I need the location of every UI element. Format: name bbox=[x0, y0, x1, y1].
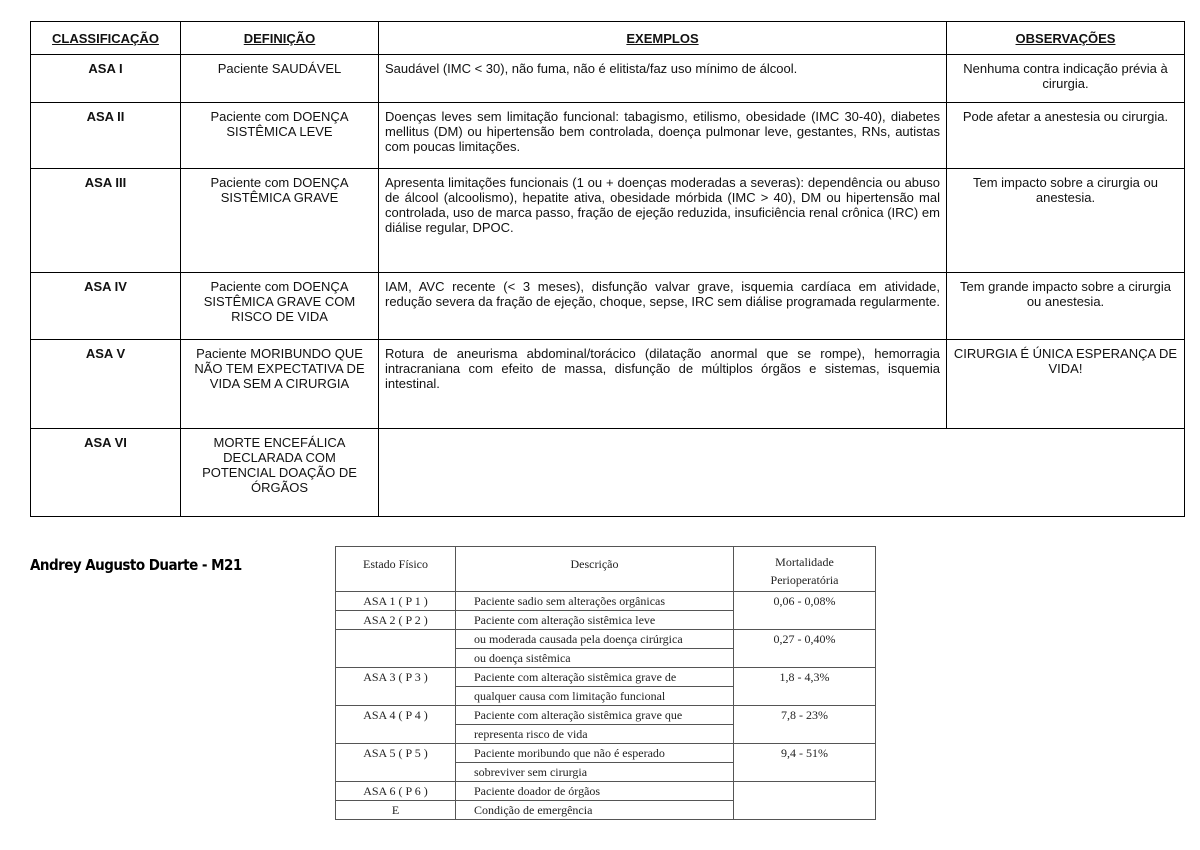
asa-mortality-table bbox=[335, 546, 876, 820]
descricao-cell: sobreviver sem cirurgia bbox=[456, 763, 734, 782]
asa-table-header-row bbox=[336, 547, 876, 592]
descricao-cell: Paciente moribundo que não é esperado bbox=[456, 744, 734, 763]
table-row bbox=[336, 687, 876, 706]
observacoes-cell: Tem grande impacto sobre a cirurgia ou anestesia. bbox=[947, 273, 1185, 340]
table-row bbox=[31, 273, 1185, 340]
table-row bbox=[336, 649, 876, 668]
descricao-cell: ou moderada causada pela doença cirúrgica bbox=[456, 630, 734, 649]
table-row bbox=[336, 630, 876, 649]
table-row bbox=[31, 429, 1185, 517]
estado-cell: ASA 4 ( P 4 ) bbox=[336, 706, 456, 725]
mortalidade-cell bbox=[734, 725, 876, 744]
author-label: Andrey Augusto Duarte - M21 bbox=[30, 556, 242, 574]
definicao-cell: Paciente com DOENÇA SISTÊMICA GRAVE bbox=[181, 169, 379, 273]
table-header-row bbox=[31, 22, 1185, 55]
table-row bbox=[336, 706, 876, 725]
header-classificacao: CLASSIFICAÇÃO bbox=[31, 22, 181, 55]
table-row bbox=[336, 668, 876, 687]
asa-classification-table bbox=[30, 21, 1185, 517]
classificacao-cell: ASA VI bbox=[31, 429, 181, 517]
definicao-cell: Paciente SAUDÁVEL bbox=[181, 55, 379, 103]
estado-cell: ASA 3 ( P 3 ) bbox=[336, 668, 456, 687]
estado-cell bbox=[336, 649, 456, 668]
estado-cell: ASA 5 ( P 5 ) bbox=[336, 744, 456, 763]
table-row bbox=[336, 782, 876, 801]
exemplos-cell: Saudável (IMC < 30), não fuma, não é elitista/faz uso mínimo de álcool. bbox=[379, 55, 947, 103]
observacoes-cell: Tem impacto sobre a cirurgia ou anestesia. bbox=[947, 169, 1185, 273]
estado-cell: ASA 1 ( P 1 ) bbox=[336, 592, 456, 611]
estado-cell: ASA 6 ( P 6 ) bbox=[336, 782, 456, 801]
definicao-cell: MORTE ENCEFÁLICA DECLARADA COM POTENCIAL DOAÇÃO DE ÓRGÃOS bbox=[181, 429, 379, 517]
header-mortalidade bbox=[734, 547, 876, 592]
estado-cell bbox=[336, 687, 456, 706]
descricao-cell: Paciente sadio sem alterações orgânicas bbox=[456, 592, 734, 611]
table-row bbox=[336, 744, 876, 763]
definicao-cell: Paciente MORIBUNDO QUE NÃO TEM EXPECTATIVA DE VIDA SEM A CIRURGIA bbox=[181, 340, 379, 429]
table-row bbox=[336, 592, 876, 611]
header-definicao: DEFINIÇÃO bbox=[181, 22, 379, 55]
observacoes-cell: Nenhuma contra indicação prévia à cirurgia. bbox=[947, 55, 1185, 103]
classificacao-cell: ASA II bbox=[31, 103, 181, 169]
classificacao-cell: ASA III bbox=[31, 169, 181, 273]
definicao-cell: Paciente com DOENÇA SISTÊMICA GRAVE COM RISCO DE VIDA bbox=[181, 273, 379, 340]
header-exemplos: EXEMPLOS bbox=[379, 22, 947, 55]
estado-cell bbox=[336, 630, 456, 649]
descricao-cell: Paciente com alteração sistêmica grave que bbox=[456, 706, 734, 725]
descricao-cell: Paciente doador de órgãos bbox=[456, 782, 734, 801]
table-row bbox=[336, 763, 876, 782]
mortalidade-cell: 9,4 - 51% bbox=[734, 744, 876, 763]
estado-cell bbox=[336, 763, 456, 782]
exemplos-cell: Doenças leves sem limitação funcional: tabagismo, etilismo, obesidade (IMC 30-40), diabetes mellitus (DM) ou hipertensão bem controlada, doença pulmonar leve, gestantes, RNs, autistas com poucas limitações. bbox=[379, 103, 947, 169]
table-row bbox=[336, 801, 876, 820]
mortalidade-cell bbox=[734, 611, 876, 630]
mortalidade-cell: 1,8 - 4,3% bbox=[734, 668, 876, 687]
header-estado-fisico: Estado Físico bbox=[336, 547, 456, 592]
mortalidade-cell: 0,06 - 0,08% bbox=[734, 592, 876, 611]
table-row bbox=[336, 611, 876, 630]
exemplos-cell: IAM, AVC recente (< 3 meses), disfunção valvar grave, isquemia cardíaca em atividade, redução severa da fração de ejeção, choque, sepse, IRC sem diálise programada regularmente. bbox=[379, 273, 947, 340]
mortalidade-cell: 0,27 - 0,40% bbox=[734, 630, 876, 649]
classificacao-cell: ASA I bbox=[31, 55, 181, 103]
header-descricao: Descrição bbox=[456, 547, 734, 592]
descricao-cell: ou doença sistêmica bbox=[456, 649, 734, 668]
estado-cell: ASA 2 ( P 2 ) bbox=[336, 611, 456, 630]
mortalidade-cell bbox=[734, 801, 876, 820]
table-row bbox=[31, 103, 1185, 169]
descricao-cell: Condição de emergência bbox=[456, 801, 734, 820]
exemplos-cell: Rotura de aneurisma abdominal/torácico (dilatação anormal que se rompe), hemorragia intracraniana com efeito de massa, disfunção de múltiplos órgãos e sistemas, isquemia intestinal. bbox=[379, 340, 947, 429]
table-row bbox=[31, 55, 1185, 103]
table-row bbox=[31, 340, 1185, 429]
exemplos-cell bbox=[379, 429, 1185, 517]
header-mortalidade-line1: Mortalidade bbox=[775, 555, 834, 569]
header-mortalidade-line2: Perioperatória bbox=[770, 573, 839, 587]
descricao-cell: qualquer causa com limitação funcional bbox=[456, 687, 734, 706]
estado-cell: E bbox=[336, 801, 456, 820]
header-observacoes: OBSERVAÇÕES bbox=[947, 22, 1185, 55]
descricao-cell: representa risco de vida bbox=[456, 725, 734, 744]
table-row bbox=[31, 169, 1185, 273]
mortalidade-cell: 7,8 - 23% bbox=[734, 706, 876, 725]
descricao-cell: Paciente com alteração sistêmica grave de bbox=[456, 668, 734, 687]
exemplos-cell: Apresenta limitações funcionais (1 ou + doenças moderadas a severas): dependência ou abuso de álcool (alcoolismo), hepatite ativa, obesidade mórbida (IMC > 40), DM ou hipertensão mal controlada, uso de marca passo, fração de ejeção reduzida, insuficiência renal crônica (IRC) em diálise regular, DPOC. bbox=[379, 169, 947, 273]
descricao-cell: Paciente com alteração sistêmica leve bbox=[456, 611, 734, 630]
observacoes-cell: Pode afetar a anestesia ou cirurgia. bbox=[947, 103, 1185, 169]
definicao-cell: Paciente com DOENÇA SISTÊMICA LEVE bbox=[181, 103, 379, 169]
classificacao-cell: ASA IV bbox=[31, 273, 181, 340]
mortalidade-cell bbox=[734, 782, 876, 801]
classificacao-cell: ASA V bbox=[31, 340, 181, 429]
table-row bbox=[336, 725, 876, 744]
observacoes-cell: CIRURGIA É ÚNICA ESPERANÇA DE VIDA! bbox=[947, 340, 1185, 429]
mortalidade-cell bbox=[734, 763, 876, 782]
estado-cell bbox=[336, 725, 456, 744]
mortalidade-cell bbox=[734, 649, 876, 668]
mortalidade-cell bbox=[734, 687, 876, 706]
